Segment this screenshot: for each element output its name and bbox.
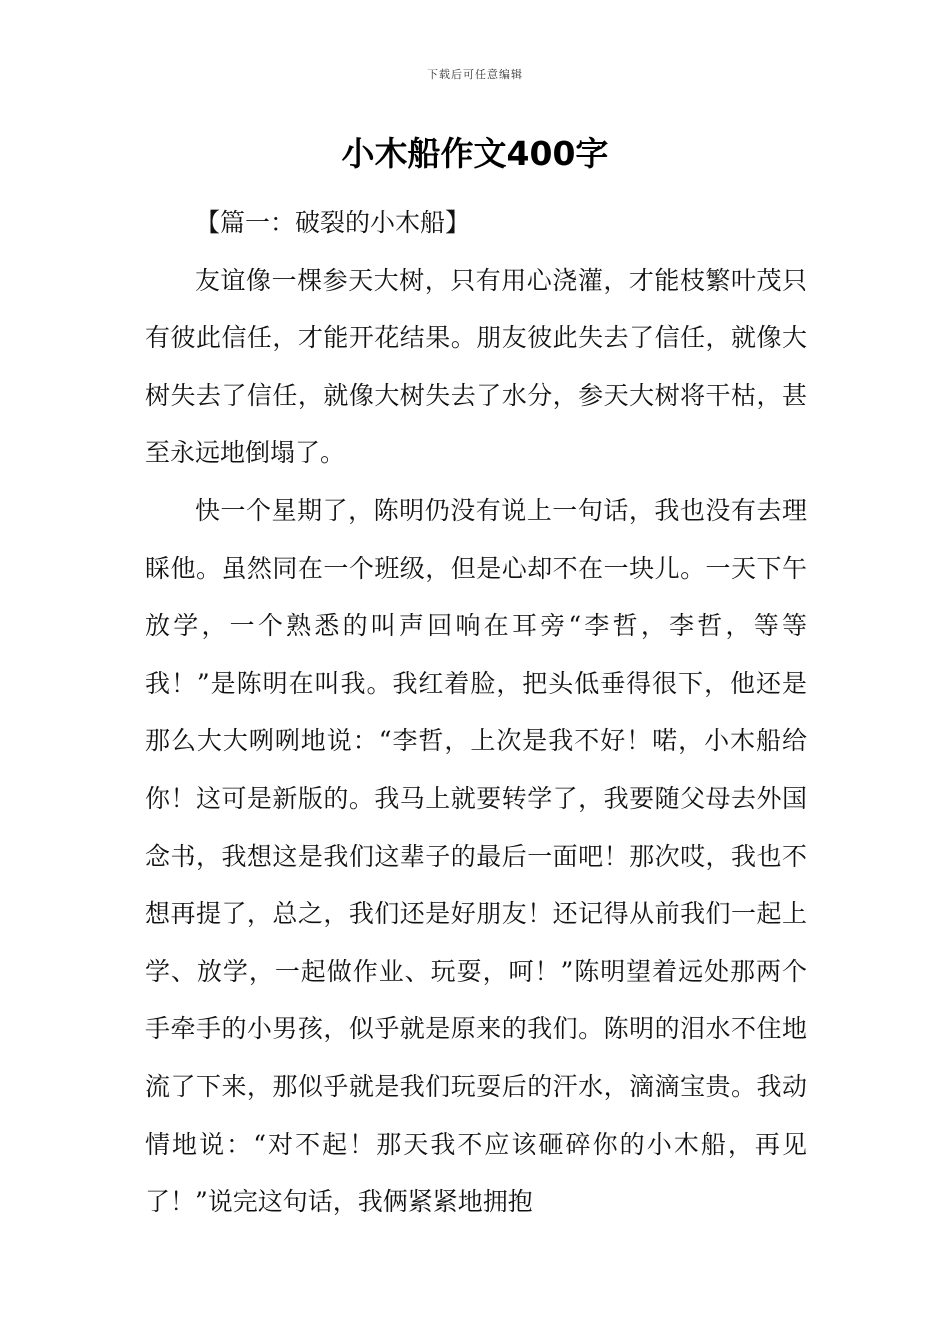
header-note: 下载后可任意编辑: [427, 68, 523, 81]
paragraph-2: 快一个星期了，陈明仍没有说上一句话，我也没有去理睬他。虽然同在一个班级，但是心却不在一块儿。一天下午放学，一个熟悉的叫声回响在耳旁“李哲，李哲，等等我！”是陈明在叫我。我红着脸，把头低垂得很下，他还是那么大大咧咧地说：“李哲，上次是我不好！喏，小木船给你！这可是新版的。我马上就要转学了，我要随父母去外国念书，我想这是我们这辈子的最后一面吧！那次哎，我也不想再提了，总之，我们还是好朋友！还记得从前我们一起上学、放学，一起做作业、玩耍，呵！”陈明望着远处那两个手牵手的小男孩，似乎就是原来的我们。陈明的泪水不住地流了下来，那似乎就是我们玩耍后的汗水，滴滴宝贵。我动情地说：“对不起！那天我不应该砸碎你的小木船，再见了！”说完这句话，我俩紧紧地拥抱: [145, 495, 807, 1217]
paragraph-1: 友谊像一棵参天大树，只有用心浇灌，才能枝繁叶茂只有彼此信任，才能开花结果。朋友彼此失去了信任，就像大树失去了信任，就像大树失去了水分，参天大树将干枯，甚至永远地倒塌了。: [145, 265, 807, 468]
document-body: [145, 194, 807, 1231]
document-title: 小木船作文400字: [341, 134, 609, 173]
section-heading: 【篇一：破裂的小木船】: [195, 208, 471, 237]
